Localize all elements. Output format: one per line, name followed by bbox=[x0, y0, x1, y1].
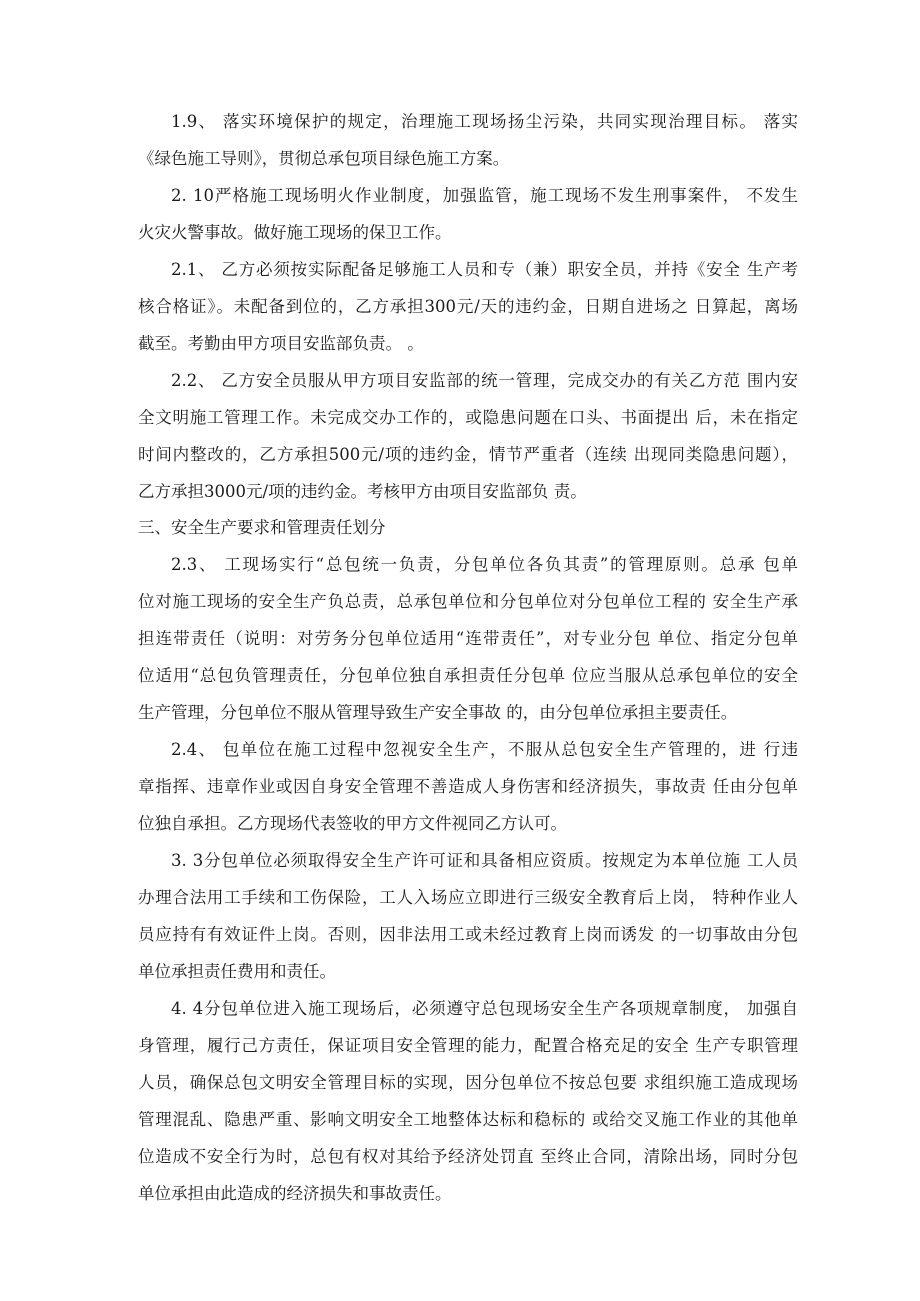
paragraph-2-3-line-1: 2.3、 工现场实行“总包统一负责，分包单位各负其责”的管理原则。总承 包单 bbox=[171, 555, 798, 574]
paragraph-2-3-line-5: 生产管理，分包单位不服从管理导致生产安全事故 的，由分包单位承担主要责任。 bbox=[138, 703, 738, 722]
paragraph-2-10-line-2: 火灾火警事故。做好施工现场的保卫工作。 bbox=[138, 223, 452, 242]
paragraph-2-3-line-3: 担连带责任（说明：对劳务分包单位适用“连带责任”，对专业分包 单位、指定分包单 bbox=[138, 629, 798, 648]
paragraph-4-4-line-3: 人员，确保总包文明安全管理目标的实现，因分包单位不按总包要 求组织施工造成现场 bbox=[138, 1073, 798, 1092]
paragraph-2-2-line-2: 全文明施工管理工作。未完成交办工作的，或隐患问题在口头、书面提出 后，未在指定 bbox=[138, 408, 798, 427]
paragraph-4-4-line-5: 位造成不安全行为时，总包有权对其给予经济处罚直 至终止合同，清除出场，同时分包 bbox=[138, 1147, 798, 1166]
paragraph-3-3-line-4: 单位承担责任费用和责任。 bbox=[138, 962, 336, 981]
paragraph-2-4-line-1: 2.4、 包单位在施工过程中忽视安全生产，不服从总包安全生产管理的，进 行违 bbox=[171, 740, 798, 759]
paragraph-2-2-line-3: 时间内整改的，乙方承担500元/项的违约金，情节严重者（连续 出现同类隐患问题）， bbox=[138, 445, 798, 464]
paragraph-2-1-line-2: 核合格证》。未配备到位的，乙方承担300元/天的违约金，日期自进场之 日算起，离场 bbox=[138, 297, 798, 316]
paragraph-2-1-line-1: 2.1、 乙方必须按实际配备足够施工人员和专（兼）职安全员，并持《安全 生产考 bbox=[171, 260, 798, 279]
paragraph-2-4-line-2: 章指挥、违章作业或因自身安全管理不善造成人身伤害和经济损失，事故责 任由分包单 bbox=[138, 777, 798, 796]
paragraph-3-3-line-3: 员应持有有效证件上岗。否则，因非法用工或未经过教育上岗而诱发 的一切事故由分包 bbox=[138, 925, 798, 944]
paragraph-4-4-line-6: 单位承担由此造成的经济损失和事故责任。 bbox=[138, 1184, 452, 1203]
section-heading-3: 三、安全生产要求和管理责任划分 bbox=[138, 518, 386, 537]
paragraph-4-4-line-1: 4. 4分包单位进入施工现场后，必须遵守总包现场安全生产各项规章制度， 加强自 bbox=[171, 999, 798, 1018]
paragraph-2-2-line-1: 2.2、 乙方安全员服从甲方项目安监部的统一管理，完成交办的有关乙方范 围内安 bbox=[171, 371, 798, 390]
paragraph-2-10-line-1: 2. 10严格施工现场明火作业制度，加强监管，施工现场不发生刑事案件， 不发生 bbox=[171, 186, 798, 205]
paragraph-1-9-line-1: 1.9、 落实环境保护的规定，治理施工现场扬尘污染，共同实现治理目标。 落实 bbox=[171, 112, 798, 131]
paragraph-2-3-line-4: 位适用“总包负管理责任，分包单位独自承担责任分包单 位应当服从总承包单位的安全 bbox=[138, 666, 798, 685]
paragraph-2-4-line-3: 位独自承担。乙方现场代表签收的甲方文件视同乙方认可。 bbox=[138, 814, 567, 833]
paragraph-3-3-line-2: 办理合法用工手续和工伤保险，工人入场应立即进行三级安全教育后上岗， 特种作业人 bbox=[138, 888, 798, 907]
paragraph-2-2-line-4: 乙方承担3000元/项的违约金。考核甲方由项目安监部负 责。 bbox=[138, 482, 587, 501]
paragraph-4-4-line-4: 管理混乱、隐患严重、影响文明安全工地整体达标和稳标的 或给交叉施工作业的其他单 bbox=[138, 1110, 798, 1129]
paragraph-4-4-line-2: 身管理，履行己方责任，保证项目安全管理的能力，配置合格充足的安全 生产专职管理 bbox=[138, 1036, 798, 1055]
paragraph-2-1-line-3: 截至。考勤由甲方项目安监部负责。 。 bbox=[138, 334, 424, 353]
paragraph-2-3-line-2: 位对施工现场的安全生产负总责，总承包单位和分包单位对分包单位工程的 安全生产承 bbox=[138, 592, 798, 611]
paragraph-1-9-line-2: 《绿色施工导则》，贯彻总承包项目绿色施工方案。 bbox=[138, 149, 510, 168]
paragraph-3-3-line-1: 3. 3分包单位必须取得安全生产许可证和具备相应资质。按规定为本单位施 工人员 bbox=[171, 851, 798, 870]
